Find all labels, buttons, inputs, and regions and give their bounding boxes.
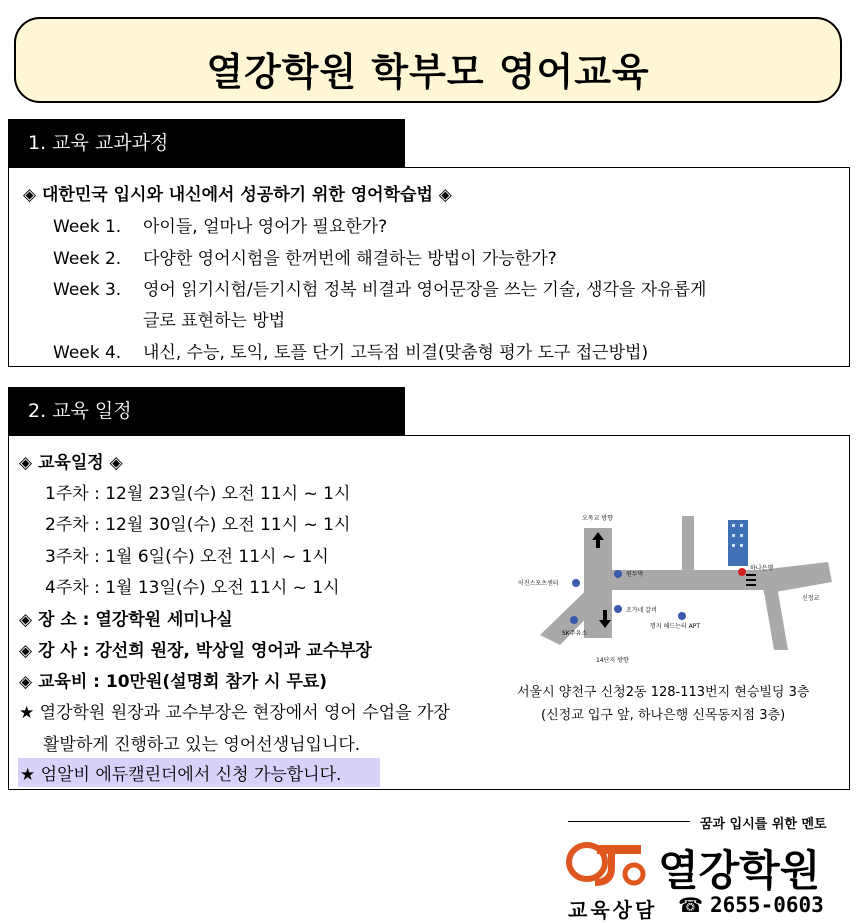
schedule-week-4: 4주차 : 1월 13일(수) 오전 11시 ~ 1시 [45, 578, 340, 598]
building-window [732, 524, 735, 527]
lecturer-info: ◈ 강 사 : 강선희 원장, 박상일 영어과 교수부장 [19, 641, 372, 661]
curriculum-box [8, 167, 850, 367]
week-text: 아이들, 얼마나 영어가 필요한가? [143, 217, 388, 237]
crosswalk [746, 579, 756, 581]
marker-icon [678, 612, 686, 620]
page-title: 열강학원 학부모 영어교육 [206, 50, 650, 94]
week-label: Week 4. [53, 343, 122, 363]
week-label: Week 3. [53, 280, 122, 300]
schedule-week-3: 3주차 : 1월 6일(수) 오전 11시 ~ 1시 [45, 547, 329, 567]
map-label-place: SK주유소 [562, 630, 588, 637]
crosswalk [746, 584, 756, 586]
location-map [510, 500, 844, 665]
building-window [732, 544, 735, 547]
footer-rule [568, 821, 690, 822]
schedule-week-1: 1주차 : 12월 23일(수) 오전 11시 ~ 1시 [45, 484, 351, 504]
apply-info: ★ 엄알비 에듀캘린더에서 신청 가능합니다. [18, 758, 380, 787]
map-label-place: 원두막 [626, 571, 644, 578]
week-1 [53, 212, 387, 237]
map-label-place: 신정교 [802, 595, 820, 602]
marker-icon [570, 616, 578, 624]
week-2 [53, 244, 557, 269]
week-text: 내신, 수능, 토익, 토플 단기 고득점 비결(맞춤형 평가 도구 접근방법) [143, 343, 649, 363]
place-info: ◈ 장 소 : 열강학원 세미나실 [19, 610, 233, 630]
map-label-place: 조가네 갈비 [626, 607, 657, 614]
week-text: 영어 읽기시험/듣기시험 정복 비결과 영어문장을 쓰는 기술, 생각을 자유롭게 [143, 280, 707, 300]
section2-heading: 2. 교육 일정 [8, 387, 405, 435]
note-line-1: ★ 열강학원 원장과 교수부장은 현장에서 영어 수업을 가장 [19, 703, 450, 723]
schedule-title: ◈ 교육일정 ◈ [19, 453, 123, 473]
logo-small-ring [625, 865, 643, 883]
building-window [732, 534, 735, 537]
road-north [682, 516, 694, 580]
week-3 [53, 275, 706, 300]
building-window [740, 524, 743, 527]
marker-icon [614, 605, 622, 613]
academy-logo-text: 열강학원 [658, 846, 821, 895]
crosswalk [746, 574, 756, 576]
week-text: 다양한 영어시험을 한꺼번에 해결하는 방법이 가능한가? [143, 249, 557, 269]
map-label-place: 하나은행 [750, 565, 774, 572]
address-line-2: (신정교 입구 앞, 하나은행 신목동지점 3층) [541, 708, 786, 723]
building-window [740, 544, 743, 547]
marker-icon [572, 579, 580, 587]
map-label-place: 명지 해드는터 APT [650, 623, 700, 630]
map-label-place: 이진스포츠센터 [518, 580, 559, 587]
title-banner [14, 17, 842, 103]
fee-info: ◈ 교육비 : 10만원(설명회 참가 시 무료) [19, 672, 328, 692]
week-label: Week 1. [53, 217, 122, 237]
note-line-2: 활발하게 진행하고 있는 영어선생님입니다. [43, 735, 361, 755]
marker-icon [614, 570, 622, 578]
academy-logo-icon [565, 838, 651, 890]
logo-bar [597, 845, 641, 854]
contact-phone: 2655-0603 [710, 893, 824, 917]
map-label-north: 오목교 방향 [582, 515, 613, 522]
phone-icon: ☎ [678, 893, 703, 917]
curriculum-intro: ◈ 대한민국 입시와 내신에서 성공하기 위한 영어학습법 ◈ [23, 185, 452, 205]
week-label: Week 2. [53, 249, 122, 269]
building-window [740, 534, 743, 537]
week-4 [53, 338, 648, 363]
schedule-week-2: 2주차 : 12월 30일(수) 오전 11시 ~ 1시 [45, 515, 351, 535]
building-icon [728, 520, 748, 566]
address-line-1: 서울시 양천구 신청2동 128-113번지 현승빌딩 3층 [517, 685, 810, 700]
week-3-continued: 글로 표현하는 방법 [143, 311, 286, 331]
marker-icon [738, 568, 746, 576]
map-label-south: 14단지 방향 [596, 657, 629, 664]
contact-label: 교육상담 [568, 898, 658, 922]
section1-heading: 1. 교육 교과과정 [8, 119, 405, 167]
footer-slogan: 꿈과 입시를 위한 멘토 [700, 817, 827, 832]
